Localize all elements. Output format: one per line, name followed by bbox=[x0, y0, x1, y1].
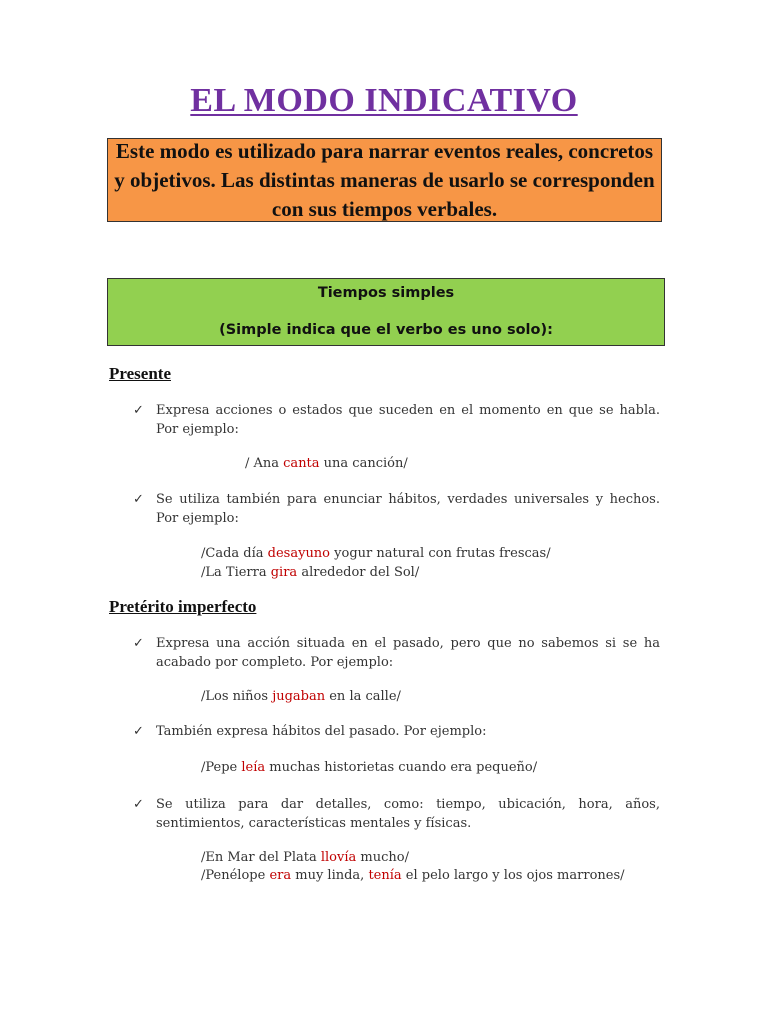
bullet-text: Expresa acciones o estados que suceden en el momento en que se habla. Por ejemplo: bbox=[156, 403, 660, 437]
intro-text: Este modo es utilizado para narrar eventos reales, concretos y objetivos. Las distintas maneras de usarlo se corresponden con sus tiempos verbales. bbox=[114, 138, 655, 221]
check-icon: ✓ bbox=[133, 492, 144, 507]
list-item bbox=[133, 401, 660, 439]
verb-highlight: gira bbox=[270, 565, 298, 580]
section-heading-presente: Presente bbox=[109, 364, 171, 383]
check-icon: ✓ bbox=[133, 636, 144, 651]
verb-highlight: leía bbox=[241, 760, 266, 775]
example-sentence: /En Mar del Plata llovía mucho/ bbox=[201, 850, 409, 865]
verb-highlight: tenía bbox=[368, 868, 402, 883]
example-sentence: /Pepe leía muchas historietas cuando era pequeño/ bbox=[201, 760, 538, 775]
verb-highlight: llovía bbox=[320, 850, 357, 865]
verb-highlight: jugaban bbox=[272, 689, 326, 704]
example-sentence: /Cada día desayuno yogur natural con frutas frescas/ bbox=[201, 546, 551, 561]
simple-tenses-note: (Simple indica que el verbo es uno solo): bbox=[219, 322, 553, 338]
simple-tenses-title: Tiempos simples bbox=[317, 285, 455, 301]
list-item bbox=[133, 795, 660, 833]
example-sentence: /La Tierra gira alrededor del Sol/ bbox=[201, 565, 420, 580]
example-sentence: / Ana canta una canción/ bbox=[245, 456, 408, 471]
intro-box bbox=[107, 138, 662, 222]
example-sentence: /Penélope era muy linda, tenía el pelo largo y los ojos marrones/ bbox=[201, 868, 625, 883]
section-heading-preterito: Pretérito imperfecto bbox=[109, 597, 257, 616]
verb-highlight: canta bbox=[283, 456, 320, 471]
check-icon: ✓ bbox=[133, 403, 144, 418]
bullet-text: También expresa hábitos del pasado. Por ejemplo: bbox=[156, 724, 487, 739]
list-item bbox=[133, 634, 660, 672]
document-title: EL MODO INDICATIVO bbox=[190, 82, 578, 119]
verb-highlight: desayuno bbox=[267, 546, 331, 561]
check-icon: ✓ bbox=[133, 724, 144, 739]
list-item bbox=[133, 490, 660, 528]
verb-highlight: era bbox=[269, 868, 292, 883]
simple-tenses-box bbox=[107, 278, 665, 346]
bullet-text: Expresa una acción situada en el pasado, pero que no sabemos si se ha acabado por completo. Por ejemplo: bbox=[156, 636, 660, 670]
list-item bbox=[133, 722, 660, 741]
bullet-text: Se utiliza también para enunciar hábitos, verdades universales y hechos. Por ejemplo: bbox=[156, 492, 660, 526]
check-icon: ✓ bbox=[133, 797, 144, 812]
bullet-text: Se utiliza para dar detalles, como: tiempo, ubicación, hora, años, sentimientos, características mentales y físicas. bbox=[156, 797, 660, 831]
example-sentence: /Los niños jugaban en la calle/ bbox=[201, 689, 401, 704]
